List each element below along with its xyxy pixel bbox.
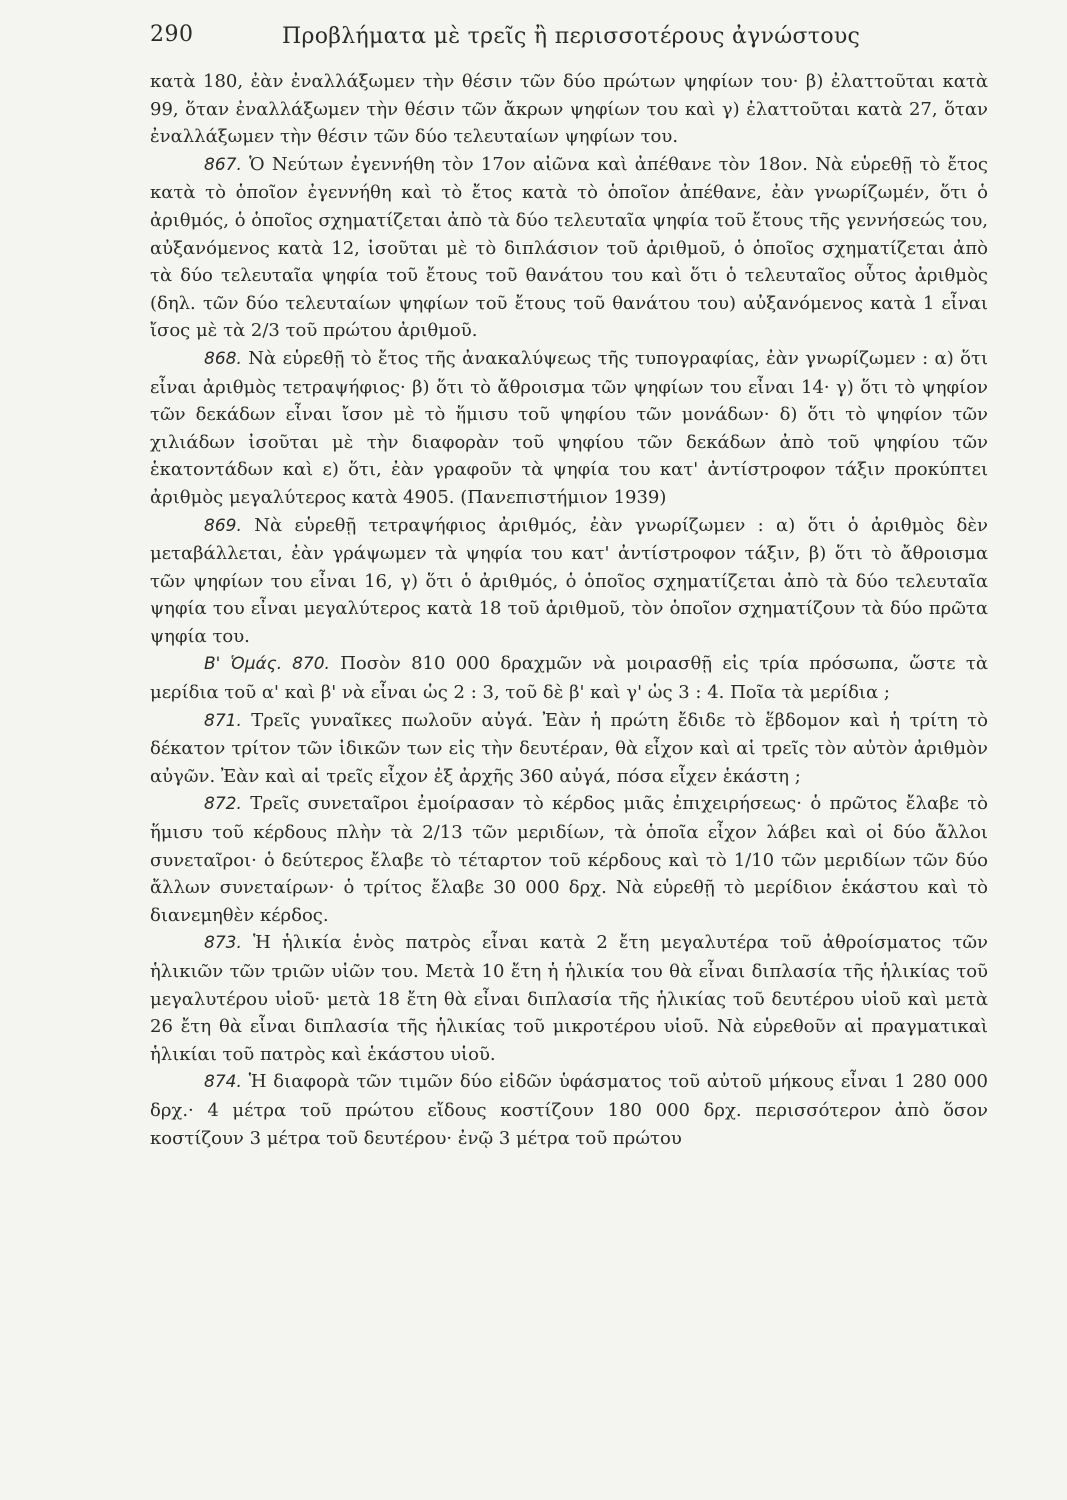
problem-text: Τρεῖς συνεταῖροι ἐμοίρασαν τὸ κέρδος μιᾶς ἐπιχειρήσεως· ὁ πρῶτος ἔλαβε τὸ ἥμισυ τοῦ κέρδους πλὴν τὰ 2/13 τῶν μεριδίων, τὰ ὁποῖα εἶχον λάβει καὶ οἱ δύο ἄλλοι συνεταῖροι· ὁ δεύτερος ἔλαβε τὸ τέταρτον τοῦ κέρδους καὶ τὸ 1/10 τῶν μεριδίων τῶν δύο ἄλλων συνεταίρων· ὁ τρίτος ἔλαβε 30 000 δρχ. Νὰ εὑρεθῇ τὸ μερίδιον ἑκάστου καὶ τὸ διανεμηθὲν κέρδος. [150, 793, 988, 926]
problem-number: Β' Ὁμάς. 870. [204, 654, 330, 675]
paragraph-text: κατὰ 180, ἐὰν ἐναλλάξωμεν τὴν θέσιν τῶν δύο πρώτων ψηφίων του· β) ἐλαττοῦται κατὰ 99, ὅταν ἐναλλάξωμεν τὴν θέσιν τῶν ἄκρων ψηφίων του καὶ γ) ἐλαττοῦται κατὰ 27, ὅταν ἐναλλάξωμεν τὴν θέσιν τῶν δύο τελευταίων ψηφίων του. [150, 71, 988, 148]
problem-number: 873. [204, 933, 242, 954]
problem-text: Ποσὸν 810 000 δραχμῶν νὰ μοιρασθῇ εἰς τρία πρόσωπα, ὥστε τὰ μερίδια τοῦ α' καὶ β' νὰ εἶναι ὡς 2 : 3, τοῦ δὲ β' καὶ γ' ὡς 3 : 4. Ποῖα τὰ μερίδια ; [150, 653, 988, 704]
paragraph-continuation [150, 68, 988, 151]
problem-text: Ἡ διαφορὰ τῶν τιμῶν δύο εἰδῶν ὑφάσματος τοῦ αὐτοῦ μήκους εἶναι 1 280 000 δρχ.· 4 μέτρα τοῦ πρώτου εἴδους κοστίζουν 180 000 δρχ. περισσότερον ἀπὸ ὅσον κοστίζουν 3 μέτρα τοῦ δευτέρου· ἐνῷ 3 μέτρα τοῦ πρώτου [150, 1071, 988, 1149]
problem-text: Νὰ εὑρεθῇ τετραψήφιος ἀριθμός, ἐὰν γνωρίζωμεν : α) ὅτι ὁ ἀριθμὸς δὲν μεταβάλλεται, ἐὰν γράψωμεν τὰ ψηφία του κατ' ἀντίστροφον τάξιν, β) ὅτι τὸ ἄθροισμα τῶν ψηφίων του εἶναι 16, γ) ὅτι ὁ ἀριθμός, ὁ ὁποῖος σχηματίζεται ἀπὸ τὰ δύο τελευταῖα ψηφία του εἶναι μεγαλύτερος κατὰ 18 τοῦ ἀριθμοῦ, τὸν ὁποῖον σχηματίζουν τὰ δύο πρῶτα ψηφία του. [150, 514, 988, 647]
problem-867 [150, 151, 988, 345]
problem-number: 867. [204, 154, 242, 175]
problem-number: 868. [204, 348, 242, 369]
problem-number: 872. [204, 794, 242, 815]
problem-870 [150, 650, 988, 706]
problem-number: 869. [204, 515, 242, 536]
body-text [150, 68, 988, 1152]
problem-874 [150, 1068, 988, 1152]
problem-872 [150, 790, 988, 929]
problem-868 [150, 345, 988, 512]
problem-871 [150, 707, 988, 791]
problem-text: Τρεῖς γυναῖκες πωλοῦν αὐγά. Ἐὰν ἡ πρώτη ἔδιδε τὸ ἕβδομον καὶ ἡ τρίτη τὸ δέκατον τρίτον τῶν ἰδικῶν των εἰς τὴν δευτέραν, θὰ εἶχον καὶ αἱ τρεῖς τὸν αὐτὸν ἀριθμὸν αὐγῶν. Ἐὰν καὶ αἱ τρεῖς εἶχον ἐξ ἀρχῆς 360 αὐγά, πόσα εἶχεν ἑκάστη ; [150, 709, 988, 787]
problem-text: Ἡ ἡλικία ἑνὸς πατρὸς εἶναι κατὰ 2 ἔτη μεγαλυτέρα τοῦ ἀθροίσματος τῶν ἡλικιῶν τῶν τριῶν υἱῶν του. Μετὰ 10 ἔτη ἡ ἡλικία του θὰ εἶναι διπλασία τῆς ἡλικίας τοῦ μεγαλυτέρου υἱοῦ· μετὰ 18 ἔτη θὰ εἶναι διπλασία τῆς ἡλικίας τοῦ δευτέρου υἱοῦ καὶ μετὰ 26 ἔτη θὰ εἶναι διπλασία τῆς ἡλικίας τοῦ μικροτέρου υἱοῦ. Νὰ εὑρεθοῦν αἱ πραγματικαὶ ἡλικίαι τοῦ πατρὸς καὶ ἑκάστου υἱοῦ. [150, 932, 988, 1065]
problem-number: 874. [204, 1072, 242, 1093]
problem-number: 871. [204, 710, 242, 731]
problem-text: Ὁ Νεύτων ἐγεννήθη τὸν 17ον αἰῶνα καὶ ἀπέθανε τὸν 18ον. Νὰ εὑρεθῇ τὸ ἔτος κατὰ τὸ ὁποῖον ἐγεννήθη καὶ τὸ ἔτος κατὰ τὸ ὁποῖον ἀπέθανε, ἐὰν γνωρίζωμέν, ὅτι ὁ ἀριθμός, ὁ ὁποῖος σχηματίζεται ἀπὸ τὰ δύο τελευταῖα ψηφία τοῦ ἔτους τῆς γεννήσεώς του, αὐξανόμενος κατὰ 12, ἰσοῦται μὲ τὸ διπλάσιον τοῦ ἀριθμοῦ, ὁ ὁποῖος σχηματίζεται ἀπὸ τὰ δύο τελευταῖα ψηφία τοῦ ἔτους τοῦ θανάτου του καὶ ὅτι ὁ τελευταῖος οὗτος ἀριθμὸς (δηλ. τῶν δύο τελευταίων ψηφίων τοῦ ἔτους τοῦ θανάτου του) αὐξανόμενος κατὰ 1 εἶναι ἴσος μὲ τὰ 2/3 τοῦ πρώτου ἀριθμοῦ. [150, 153, 988, 342]
page-header [150, 22, 990, 56]
running-title: Προβλήματα μὲ τρεῖς ἢ περισσοτέρους ἀγνώστους [282, 24, 861, 49]
page-number: 290 [150, 22, 194, 47]
problem-869 [150, 512, 988, 651]
problem-873 [150, 929, 988, 1068]
problem-text: Νὰ εὑρεθῇ τὸ ἔτος τῆς ἀνακαλύψεως τῆς τυπογραφίας, ἐὰν γνωρίζωμεν : α) ὅτι εἶναι ἀριθμὸς τετραψήφιος· β) ὅτι τὸ ἄθροισμα τῶν ψηφίων του εἶναι 14· γ) ὅτι τὸ ψηφίον τῶν δεκάδων εἶναι ἴσον μὲ τὸ ἥμισυ τοῦ ψηφίου τῶν μονάδων· δ) ὅτι τὸ ψηφίον τῶν χιλιάδων ἰσοῦται μὲ τὴν διαφορὰν τοῦ ψηφίου τῶν δεκάδων ἀπὸ τοῦ ψηφίου τῶν ἑκατοντάδων καὶ ε) ὅτι, ἐὰν γραφοῦν τὰ ψηφία του κατ' ἀντίστροφον τάξιν προκύπτει ἀριθμὸς μεγαλύτερος κατὰ 4905. (Πανεπιστήμιον 1939) [150, 347, 988, 508]
